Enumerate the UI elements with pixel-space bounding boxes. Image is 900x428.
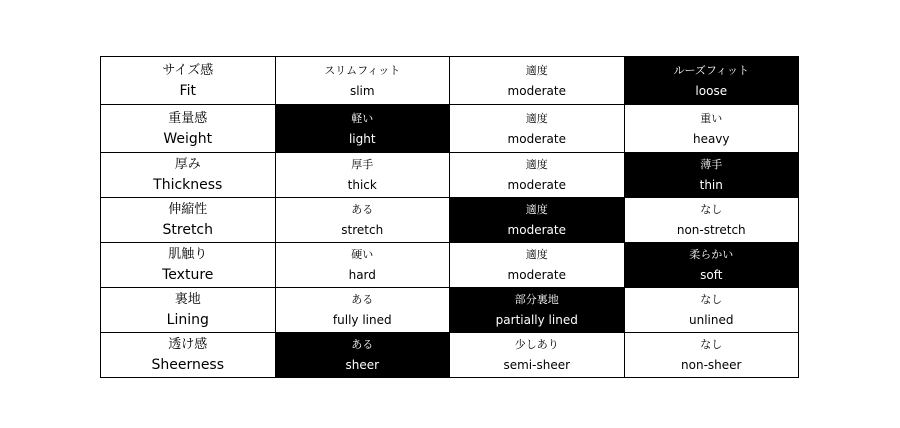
option-label-jp: 厚手 (351, 158, 374, 171)
option-label-jp: 適度 (525, 158, 548, 171)
option-cell (450, 105, 625, 153)
option-label-en: non-sheer (681, 358, 742, 372)
table-row (101, 288, 799, 333)
option-label-jp: ある (351, 203, 374, 216)
table-row (101, 198, 799, 243)
option-label-en: thin (699, 178, 723, 192)
option-label-jp: 適度 (525, 63, 548, 77)
table-row (101, 105, 799, 153)
option-cell (275, 288, 450, 333)
option-cell (450, 153, 625, 198)
option-cell (624, 198, 799, 243)
attribute-cell (101, 153, 276, 198)
option-cell-selected (624, 153, 799, 198)
option-label-en: loose (695, 83, 728, 98)
attribute-label-jp: 肌触り (168, 247, 208, 262)
attribute-cell (101, 243, 276, 288)
option-cell-selected (275, 105, 450, 153)
option-label-jp: 軽い (351, 111, 374, 125)
attribute-label-jp: サイズ感 (162, 62, 214, 78)
attribute-label-en: Lining (166, 312, 209, 328)
option-cell-selected (624, 243, 799, 288)
option-label-jp: 重い (700, 111, 723, 125)
option-label-en: soft (700, 268, 723, 282)
option-label-jp: なし (700, 293, 723, 306)
option-label-jp: なし (700, 338, 723, 351)
option-label-jp: ルーズフィット (673, 63, 750, 77)
option-label-en: slim (349, 83, 375, 98)
option-label-en: light (348, 131, 376, 146)
attribute-cell (101, 57, 276, 105)
option-label-en: heavy (692, 131, 730, 146)
option-cell (275, 153, 450, 198)
option-label-jp: 少しあり (514, 338, 559, 351)
attribute-cell (101, 333, 276, 378)
option-cell (275, 243, 450, 288)
option-label-jp: 硬い (351, 248, 374, 261)
option-label-jp: 部分裏地 (514, 293, 559, 306)
attribute-cell (101, 288, 276, 333)
attribute-label-en: Sheerness (151, 357, 225, 373)
option-label-jp: ある (351, 293, 374, 306)
option-cell (624, 288, 799, 333)
table-row (101, 243, 799, 288)
option-label-en: hard (348, 268, 376, 282)
option-cell (275, 57, 450, 105)
attribute-cell (101, 105, 276, 153)
option-label-en: partially lined (495, 313, 578, 327)
option-label-en: stretch (341, 223, 384, 237)
attribute-label-en: Thickness (153, 177, 223, 193)
attribute-label-jp: 重量感 (168, 110, 208, 126)
option-label-en: moderate (507, 178, 566, 192)
attribute-label-jp: 裏地 (174, 292, 201, 307)
option-label-en: moderate (507, 83, 566, 98)
table-row (101, 57, 799, 105)
option-label-jp: 薄手 (700, 158, 723, 171)
option-cell (450, 57, 625, 105)
option-label-en: moderate (507, 131, 566, 146)
option-cell (275, 198, 450, 243)
option-label-en: moderate (507, 268, 566, 282)
attribute-label-en: Fit (179, 82, 196, 99)
option-label-en: fully lined (332, 313, 392, 327)
option-label-en: non-stretch (676, 223, 746, 237)
option-cell (450, 333, 625, 378)
attribute-cell (101, 198, 276, 243)
option-label-en: semi-sheer (503, 358, 571, 372)
option-cell (624, 333, 799, 378)
product-spec-table (100, 56, 799, 378)
option-label-en: thick (347, 178, 377, 192)
option-label-jp: なし (700, 203, 723, 216)
attribute-label-en: Texture (162, 267, 214, 283)
table-row (101, 333, 799, 378)
option-cell-selected (275, 333, 450, 378)
option-cell-selected (450, 288, 625, 333)
option-label-jp: 適度 (525, 203, 548, 216)
option-cell-selected (624, 57, 799, 105)
option-cell (450, 243, 625, 288)
option-label-jp: 適度 (525, 111, 548, 125)
option-label-jp: 適度 (525, 248, 548, 261)
option-label-en: unlined (689, 313, 734, 327)
option-label-jp: ある (351, 338, 374, 351)
attribute-label-en: Weight (163, 130, 213, 147)
option-label-en: moderate (507, 223, 566, 237)
attribute-label-jp: 厚み (174, 157, 201, 172)
option-label-jp: スリムフィット (324, 63, 401, 77)
option-cell-selected (450, 198, 625, 243)
table-row (101, 153, 799, 198)
option-label-en: sheer (345, 358, 380, 372)
option-label-jp: 柔らかい (689, 248, 734, 261)
attribute-label-en: Stretch (162, 222, 213, 238)
attribute-label-jp: 伸縮性 (168, 202, 208, 217)
attribute-label-jp: 透け感 (168, 337, 208, 352)
option-cell (624, 105, 799, 153)
